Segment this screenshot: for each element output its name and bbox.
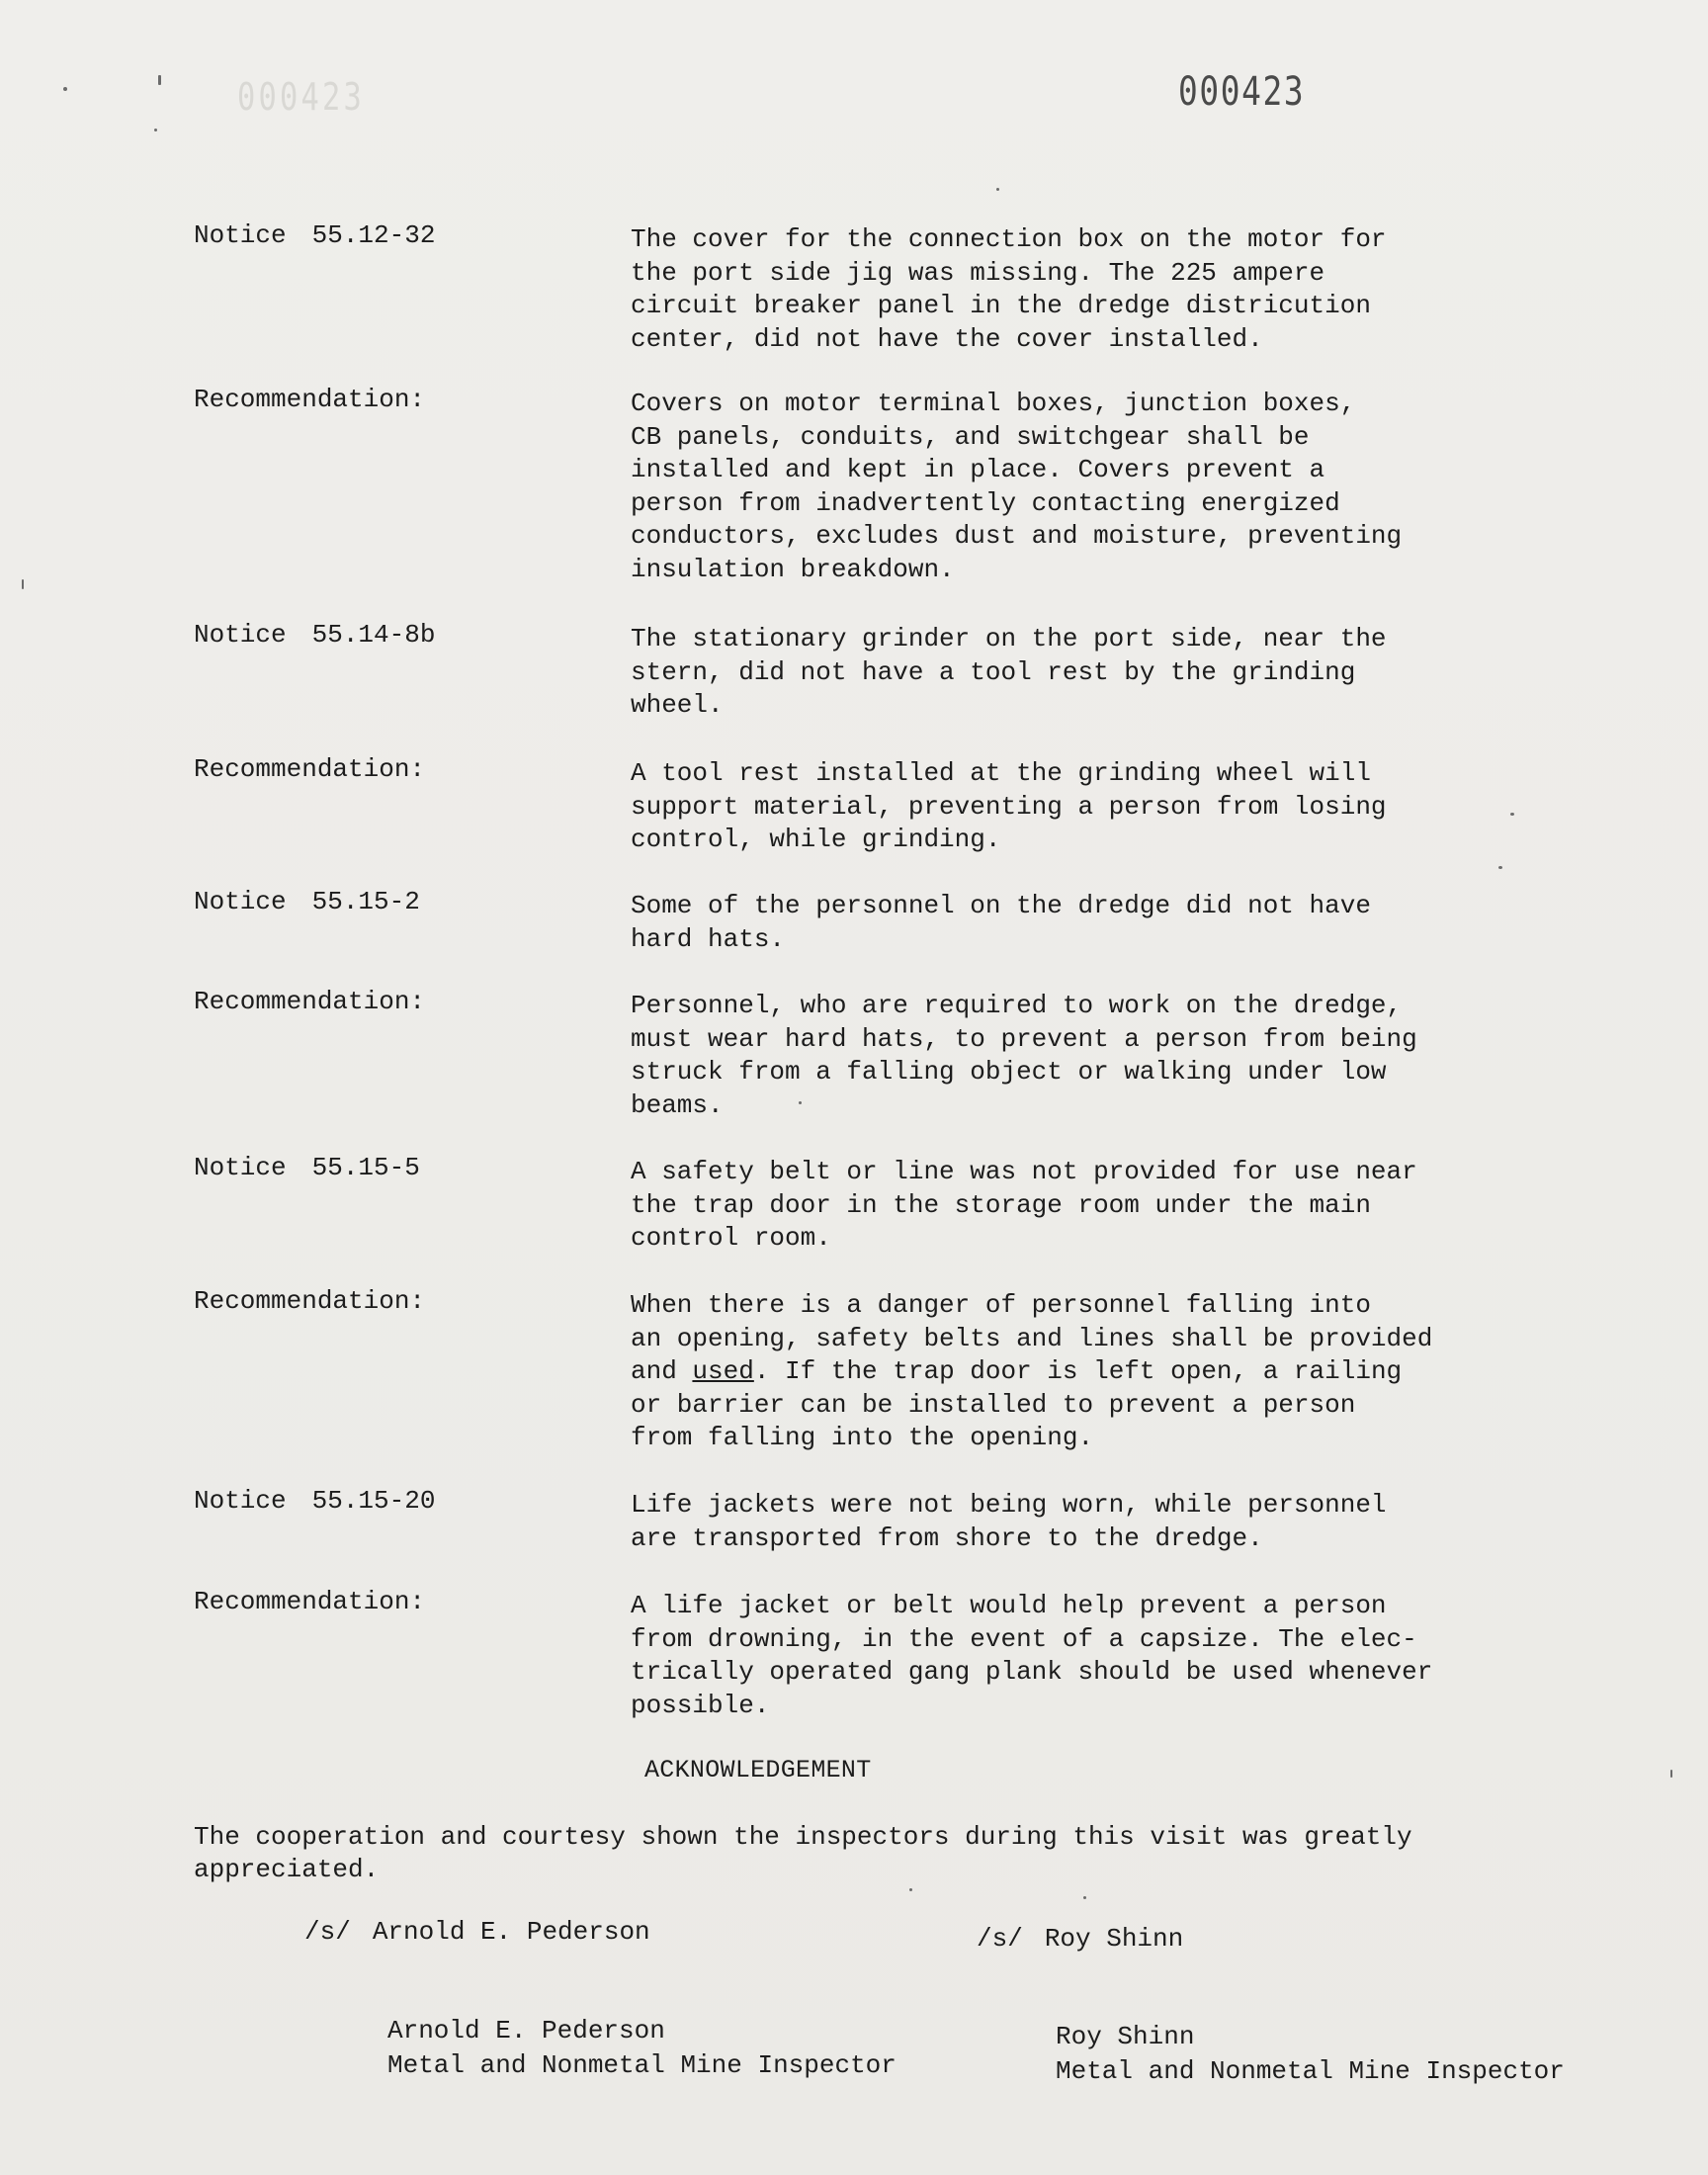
signed-name: Arnold E. Pederson <box>372 1917 650 1947</box>
scan-speck <box>22 579 24 589</box>
scan-speck <box>1083 1896 1086 1899</box>
notice-code: 55.14-8b <box>311 620 436 650</box>
signature-line-shinn <box>977 1923 1183 1956</box>
signature-mark: /s/ <box>977 1924 1023 1954</box>
scan-speck <box>799 1101 802 1104</box>
signature-line-pederson <box>304 1916 650 1949</box>
signature-block-pederson <box>387 2014 897 2083</box>
scan-speck <box>154 129 157 131</box>
notice-code: 55.12-32 <box>311 220 436 250</box>
recommendation-text: Covers on motor terminal boxes, junction boxes, CB panels, conduits, and switchgear shall be installed and kept in place. Covers prevent a person from inadvertently contacting energized conductors, excludes dust and moisture, preventing insulation breakdown. <box>631 389 1403 584</box>
recommendation-text: A life jacket or belt would help prevent a person from drowning, in the event of a capsize. The elec- trically operated gang plank should be used whenever possible. <box>631 1591 1433 1720</box>
notice-label <box>194 619 435 652</box>
typed-name: Arnold E. Pederson <box>387 2016 665 2045</box>
scan-speck <box>63 87 67 91</box>
recommendation-label: Recommendation: <box>194 987 426 1016</box>
notice-text: Life jackets were not being worn, while personnel are transported from shore to the dredge. <box>631 1490 1387 1553</box>
notice-label <box>194 886 420 918</box>
signature-block-shinn <box>1056 2020 1565 2089</box>
recommendation-text <box>631 1289 1520 1455</box>
recommendation-text: A tool rest installed at the grinding wheel will support material, preventing a person from losing control, while grinding. <box>631 758 1387 854</box>
notice-word: Notice <box>194 887 287 916</box>
notice-label <box>194 1485 435 1518</box>
scan-speck <box>1498 866 1502 869</box>
notice-word: Notice <box>194 620 287 650</box>
inspector-title: Metal and Nonmetal Mine Inspector <box>1056 2056 1565 2086</box>
recommendation-label: Recommendation: <box>194 1286 426 1316</box>
notice-word: Notice <box>194 1153 287 1182</box>
page-number: 000423 <box>1178 69 1306 115</box>
scan-speck <box>158 75 161 85</box>
recommendation-label: Recommendation: <box>194 754 426 784</box>
recommendation-text-part: When there is a danger of personnel falling into an opening, safety belts and lines shall be provided and <box>631 1290 1433 1386</box>
underlined-word: used <box>692 1356 754 1386</box>
notice-label <box>194 219 435 252</box>
notice-text: Some of the personnel on the dredge did not have hard hats. <box>631 891 1371 954</box>
notice-code: 55.15-5 <box>311 1153 420 1182</box>
notice-code: 55.15-20 <box>311 1486 436 1516</box>
signature-mark: /s/ <box>304 1917 351 1947</box>
notice-text: A safety belt or line was not provided for use near the trap door in the storage room under the main control room. <box>631 1157 1417 1253</box>
notice-text: The stationary grinder on the port side, near the stern, did not have a tool rest by the grinding wheel. <box>631 624 1387 720</box>
recommendation-label: Recommendation: <box>194 1587 426 1616</box>
notice-word: Notice <box>194 1486 287 1516</box>
acknowledgement-heading: ACKNOWLEDGEMENT <box>644 1756 872 1784</box>
ghost-page-number: 000423 <box>237 75 366 119</box>
typed-name: Roy Shinn <box>1056 2022 1195 2051</box>
recommendation-text-part: . If the trap door is left open, a railing or barrier can be installed to prevent a person from falling into the opening. <box>631 1356 1403 1452</box>
notice-label <box>194 1152 420 1184</box>
scan-speck <box>909 1888 912 1891</box>
notice-text: The cover for the connection box on the motor for the port side jig was missing. The 225 ampere circuit breaker panel in the dredge districution center, did not have the cover installed. <box>631 224 1387 354</box>
recommendation-label: Recommendation: <box>194 385 426 414</box>
inspector-title: Metal and Nonmetal Mine Inspector <box>387 2050 897 2080</box>
scan-speck <box>1670 1770 1672 1778</box>
notice-code: 55.15-2 <box>311 887 420 916</box>
signed-name: Roy Shinn <box>1044 1924 1184 1954</box>
recommendation-text: Personnel, who are required to work on the dredge, must wear hard hats, to prevent a person from being struck from a falling object or walking under low beams. <box>631 991 1417 1120</box>
acknowledgement-text: The cooperation and courtesy shown the inspectors during this visit was greatly appreciated. <box>194 1822 1412 1884</box>
scan-speck <box>996 188 999 191</box>
scan-speck <box>1510 813 1514 816</box>
notice-word: Notice <box>194 220 287 250</box>
